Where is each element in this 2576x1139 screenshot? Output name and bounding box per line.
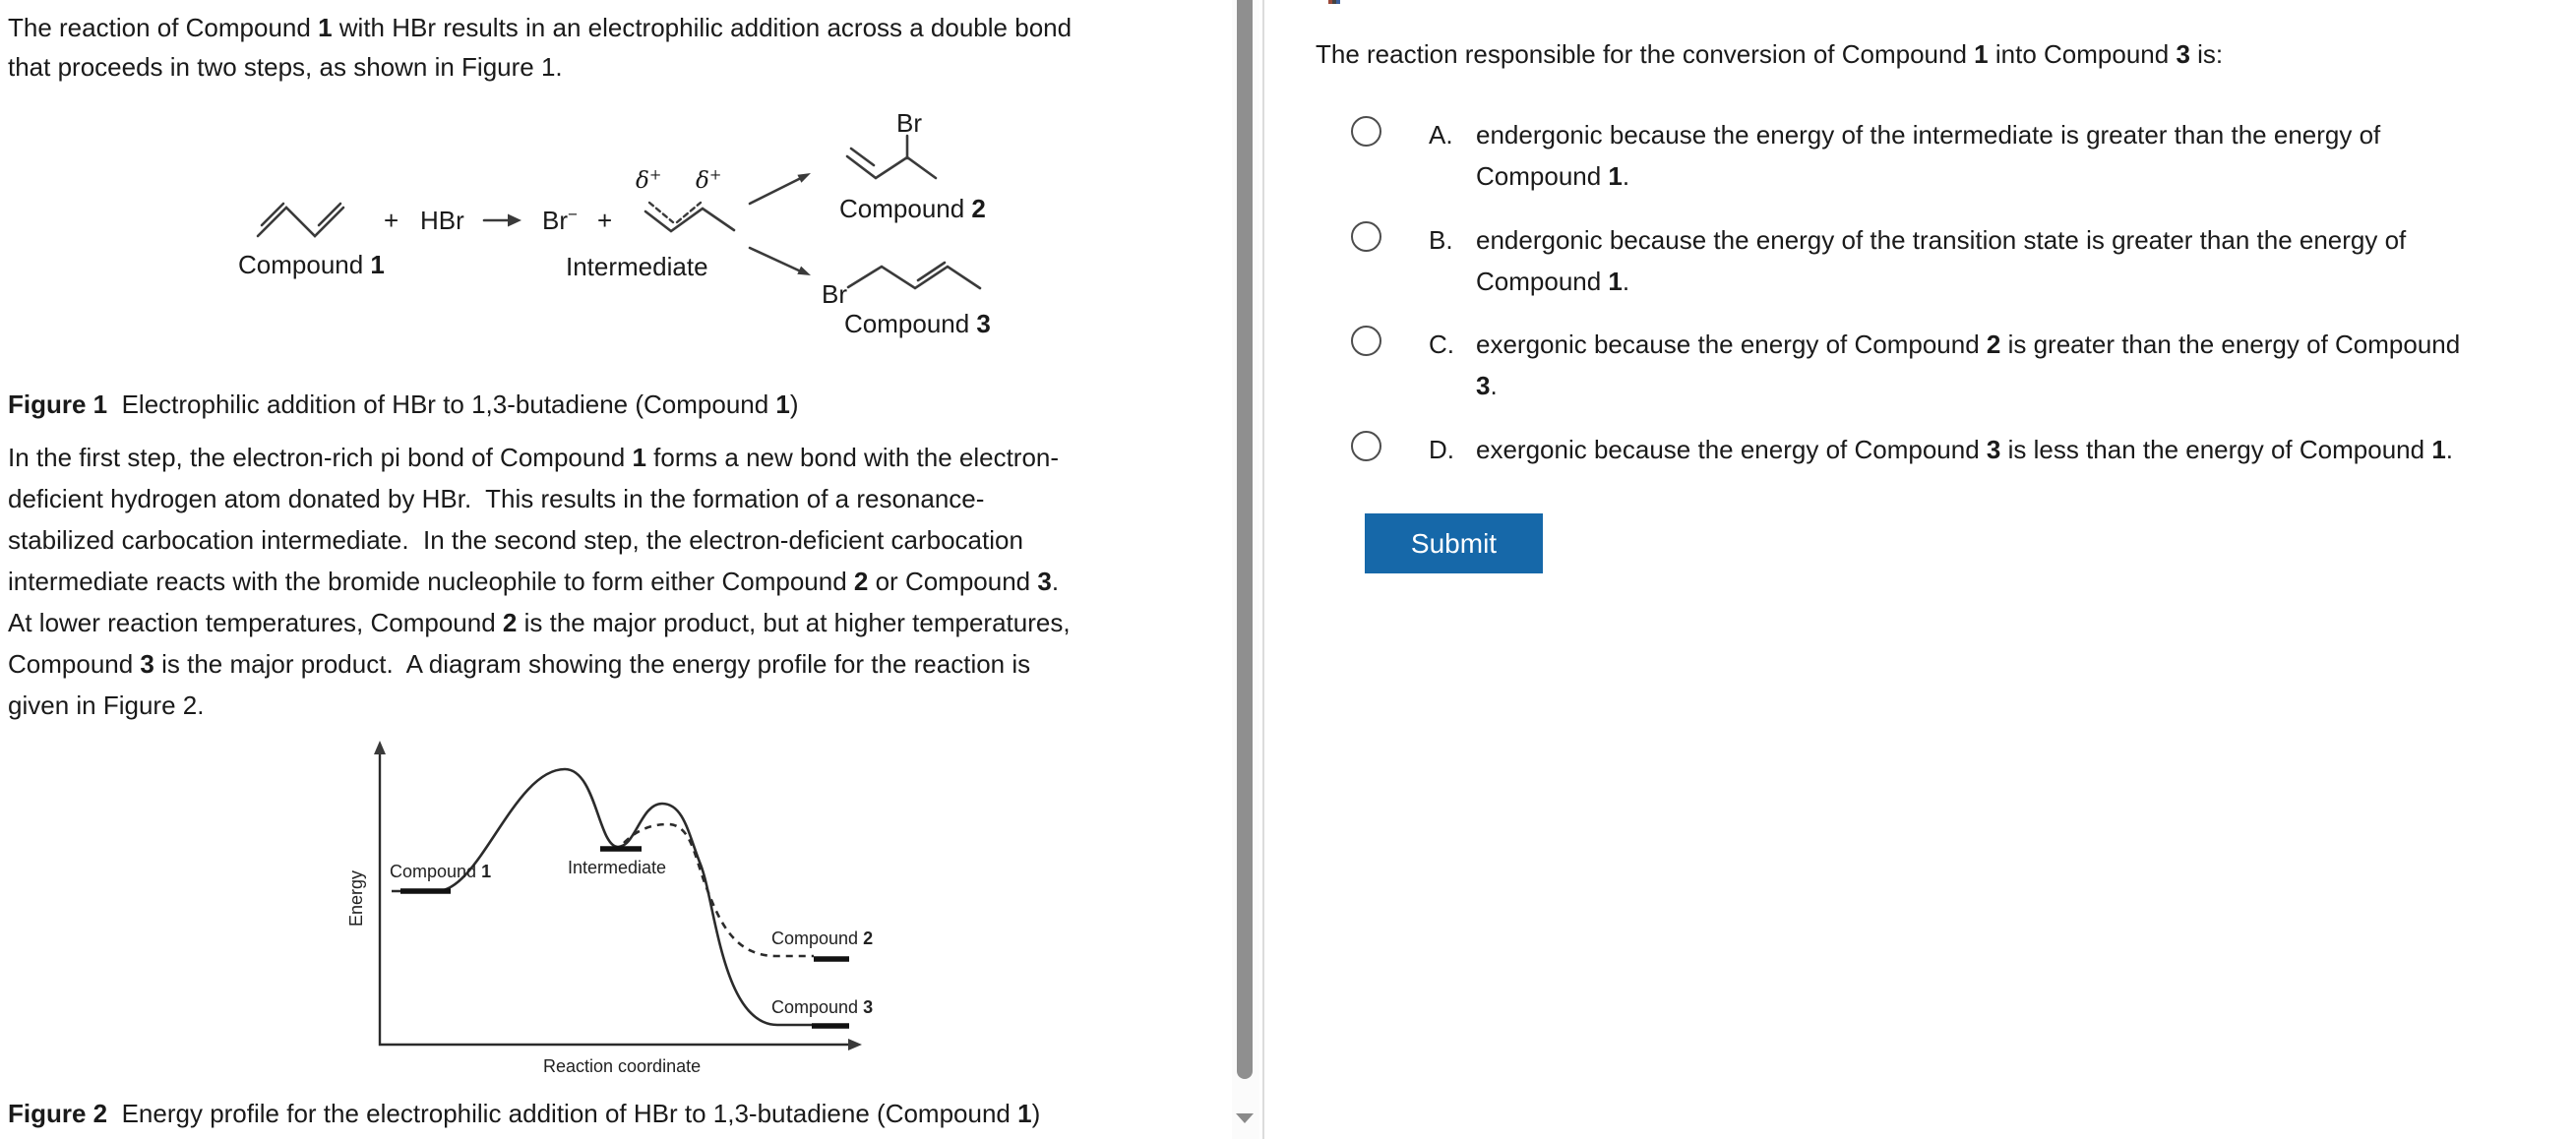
intermediate-structure <box>645 203 734 231</box>
option-d-letter: D. <box>1429 435 1454 464</box>
scrollbar-thumb[interactable] <box>1237 0 1253 1079</box>
passage-panel <box>0 0 1235 1139</box>
radio-option-a[interactable] <box>1351 116 1381 147</box>
radio-option-c[interactable] <box>1351 326 1381 356</box>
diagram-compound1-label: Compound 1 <box>390 862 492 881</box>
plus-sign-2: + <box>597 206 613 235</box>
question-panel <box>1264 0 2576 1139</box>
submit-button[interactable]: Submit <box>1365 513 1543 573</box>
compound3-br-label: Br <box>822 279 847 309</box>
hbr-label: HBr <box>420 206 464 235</box>
fork-arrow-up <box>750 173 811 204</box>
compound2-br-label: Br <box>896 108 922 138</box>
passage-intro: The reaction of Compound 1 with HBr results in an electrophilic addition across a double bond that proceeds in two steps, as shown in Figure 1. <box>8 13 1073 82</box>
option-b-letter: B. <box>1429 225 1453 255</box>
compound2-label: Compound 2 <box>839 194 986 223</box>
compound3-structure <box>848 263 980 288</box>
bromide-ion-label: Br− <box>542 205 578 235</box>
option-c-letter: C. <box>1429 330 1454 359</box>
radio-option-b[interactable] <box>1351 221 1381 252</box>
option-c-text[interactable]: exergonic because the energy of Compound 2 is greater than the energy of Compound 3. <box>1476 330 2461 400</box>
scrollbar-down-arrow-icon[interactable] <box>1236 1113 1254 1123</box>
figure2-caption: Figure 2 Energy profile for the electrophilic addition of HBr to 1,3-butadiene (Compound 1) <box>8 1099 1041 1128</box>
radio-option-d[interactable] <box>1351 431 1381 461</box>
option-b-text[interactable]: endergonic because the energy of the transition state is greater than the energy of Compound 1. <box>1476 225 2407 296</box>
plus-sign-1: + <box>384 206 399 235</box>
compound1-label: Compound 1 <box>238 250 385 279</box>
option-a-text[interactable]: endergonic because the energy of the intermediate is greater than the energy of Compound 1. <box>1476 120 2381 191</box>
delta-plus-label-1: δ+ <box>636 165 662 194</box>
compound3-label: Compound 3 <box>844 309 991 338</box>
passage-body: In the first step, the electron-rich pi bond of Compound 1 forms a new bond with the electron- deficient hydrogen atom donated by HBr. This results in the formation of a resonance- stabilized carbocation intermediate. In the second step, the electron-deficient carbocation intermediate reacts with the bromide nucleophile to form either Compound 2 or Compound 3. At lower reaction temperatures, Compound 2 is the major product, but at higher temperatures, Compound 3 is the major product. A diagram showing the energy profile for the reaction is given in Figure 2. <box>8 443 1071 720</box>
option-d-text[interactable]: exergonic because the energy of Compound 3 is less than the energy of Compound 1. <box>1476 435 2454 464</box>
energy-axis-label: Energy <box>346 869 366 927</box>
compound1-structure <box>258 204 343 236</box>
energy-curve-solid <box>392 769 817 1025</box>
reaction-arrow <box>484 214 521 227</box>
diagram-compound2-label: Compound 2 <box>771 929 874 948</box>
delta-plus-label-2: δ+ <box>696 165 722 194</box>
reaction-coordinate-label: Reaction coordinate <box>543 1056 702 1076</box>
question-prompt: The reaction responsible for the conversion of Compound 1 into Compound 3 is: <box>1316 39 2224 69</box>
figure1-caption: Figure 1 Electrophilic addition of HBr to 1,3-butadiene (Compound 1) <box>8 390 799 419</box>
diagram-intermediate-label: Intermediate <box>568 858 667 877</box>
fork-arrow-down <box>750 248 811 275</box>
option-a-letter: A. <box>1429 120 1453 150</box>
compound2-structure <box>847 136 936 178</box>
intermediate-label: Intermediate <box>566 252 708 281</box>
diagram-compound3-label: Compound 3 <box>771 997 874 1017</box>
